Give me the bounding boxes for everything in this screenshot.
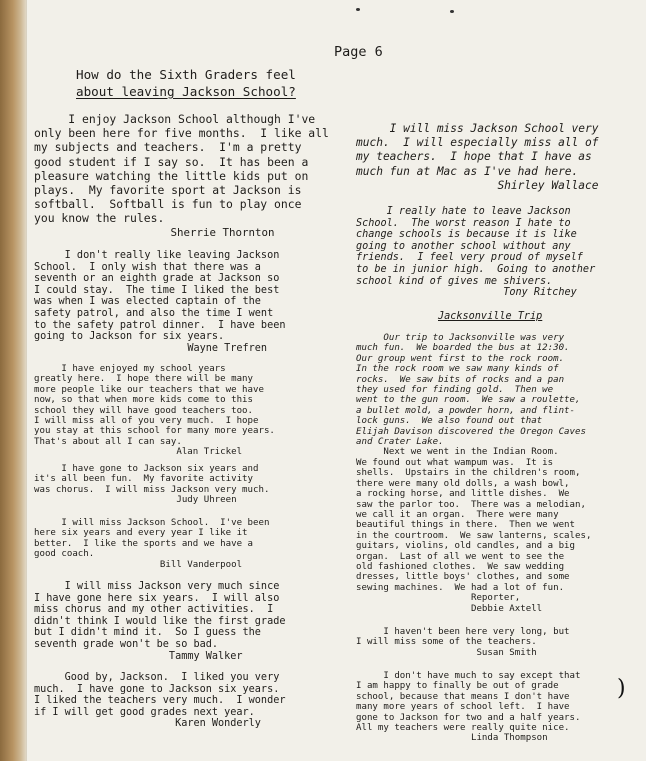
- letter-line: my teachers. I hope that I have as: [356, 150, 592, 164]
- letter-line: I will miss some of the teachers.: [356, 637, 537, 648]
- article-line: sewing machines. We had a lot of fun.: [356, 582, 565, 593]
- letter-tammy-walker: [34, 581, 285, 662]
- headline: [76, 66, 306, 100]
- letter-line: plays. My favorite sport at Jackson is: [34, 183, 302, 198]
- letter-line: didn't think I would like the first grade: [34, 615, 286, 627]
- letter-line: seventh grade won't be so bad.: [34, 638, 219, 650]
- letter-line: I have gone to Jackson six years and: [34, 464, 259, 474]
- letter-line: only been here for five months. I like all: [34, 126, 329, 141]
- letter-line: I will miss Jackson School very: [356, 122, 599, 135]
- letter-line: more people like our teachers that we have: [34, 384, 264, 395]
- letter-line: I don't have much to say except that: [356, 671, 581, 681]
- signature: Susan Smith: [356, 647, 537, 658]
- letter-line: was chorus. I will miss Jackson very much.: [34, 484, 270, 495]
- letter-line: I really hate to leave Jackson: [356, 206, 571, 217]
- letter-tony-ritchey: [356, 206, 595, 299]
- punch-mark: [356, 8, 360, 11]
- letter-line: much. I have gone to Jackson six years.: [34, 683, 280, 695]
- article-line: there were many old dolls, a wash bowl,: [356, 478, 570, 489]
- article-line: a rocking horse, and little dishes. We: [356, 489, 570, 500]
- article-line: a bullet mold, a powder horn, and flint-: [356, 405, 575, 416]
- letter-line: school, because that means I don't have: [356, 691, 570, 702]
- letter-line: you know the rules.: [34, 211, 165, 226]
- letter-line: I am happy to finally be out of grade: [356, 681, 559, 692]
- signature: Shirley Wallace: [356, 178, 599, 192]
- article-line: we call it an organ. There were many: [356, 509, 559, 520]
- signature: Debbie Axtell: [356, 603, 543, 614]
- article-jacksonville-trip: [356, 333, 591, 614]
- letter-linda-thompson: [356, 671, 580, 744]
- signature: Karen Wonderly: [34, 718, 261, 730]
- letter-line: good student if I say so. It has been a: [34, 154, 309, 169]
- letter-line: seventh or an eighth grade at Jackson so: [34, 273, 280, 285]
- letter-line: to be in junior high. Going to another: [356, 263, 596, 275]
- article-line: Elijah Davison discovered the Oregon Caves: [356, 426, 586, 437]
- article-line: saw the parlor too. There was a melodian,: [356, 499, 586, 510]
- signature: Wayne Trefren: [34, 342, 268, 354]
- letter-line: I have enjoyed my school years: [34, 364, 226, 374]
- letter-line: friends. I feel very proud of myself: [356, 252, 583, 264]
- article-line: Next we went in the Indian Room.: [356, 447, 559, 458]
- letter-line: safety patrol, and also the time I went: [34, 307, 274, 319]
- letter-line: gone to Jackson for two and a half years.: [356, 712, 581, 723]
- margin-mark: ): [617, 676, 626, 701]
- letter-line: going to Jackson for six years.: [34, 331, 225, 343]
- letter-line: to the safety patrol dinner. I have been: [34, 319, 286, 331]
- article-line: much fun. We boarded the bus at 12:30.: [356, 343, 570, 354]
- letter-line: now, so that when more kids come to this: [34, 395, 253, 406]
- letter-line: going to another school without any: [356, 240, 571, 252]
- letter-line: School. The worst reason I hate to: [356, 217, 571, 229]
- letter-line: here six years and every year I like it: [34, 528, 248, 539]
- letter-bill-vanderpool: [34, 518, 269, 570]
- letter-line: but I didn't mind it. So I guess the: [34, 627, 261, 639]
- signature: Judy Uhreen: [34, 495, 237, 506]
- signature: Bill Vanderpool: [34, 559, 243, 570]
- letter-line: school they will have good teachers too.: [34, 405, 253, 416]
- letter-line: my subjects and teachers. I'm a pretty: [34, 140, 302, 155]
- letter-line: you stay at this school for many more years.: [34, 426, 275, 437]
- article-line: organ. Last of all we went to see the: [356, 551, 565, 562]
- letter-line: I will miss Jackson very much since: [34, 581, 280, 592]
- letter-line: I liked the teachers very much. I wonder: [34, 695, 286, 707]
- letter-alan-trickel: [34, 364, 275, 458]
- article-line: rocks. We saw bits of rocks and a pan: [356, 374, 565, 385]
- letter-line: Good by, Jackson. I liked you very: [34, 672, 280, 683]
- letter-line: I enjoy Jackson School although I've: [34, 112, 316, 126]
- letter-line: miss chorus and my other activities. I: [34, 604, 274, 616]
- letter-line: softball. Softball is fun to play once: [34, 197, 302, 212]
- letter-line: many more years of school left. I have: [356, 702, 570, 713]
- signature: Tammy Walker: [34, 650, 243, 662]
- letter-line: I have gone here six years. I will also: [34, 592, 280, 604]
- article-line: in the courtroom. We saw lanterns, scales,: [356, 530, 592, 541]
- page-number: Page 6: [334, 44, 383, 60]
- letter-line: School. I only wish that there was a: [34, 261, 261, 273]
- letter-line: All my teachers were really quite nice.: [356, 723, 570, 734]
- article-line: In the rock room we saw many kinds of: [356, 364, 559, 375]
- letter-sherrie-thornton: [34, 112, 329, 240]
- signature: Alan Trickel: [34, 447, 243, 458]
- letter-wayne-trefren: [34, 250, 285, 354]
- article-line: they used for finding gold. Then we: [356, 385, 554, 396]
- letter-line: change schools is because it is like: [356, 229, 577, 241]
- letter-line: pleasure watching the little kids put on: [34, 168, 309, 183]
- article-line: We found out what wampum was. It is: [356, 457, 554, 468]
- article-line: Our group went first to the rock room.: [356, 353, 565, 364]
- article-line: and Crater Lake.: [356, 437, 444, 448]
- letter-line: I haven't been here very long, but: [356, 627, 570, 637]
- letter-line: better. I like the sports and we have a: [34, 538, 253, 549]
- signature: Linda Thompson: [356, 733, 548, 744]
- article-line: Our trip to Jacksonville was very: [356, 333, 565, 343]
- letter-line: I could stay. The time I liked the best: [34, 284, 280, 296]
- article-line: shells. Upstairs in the children's room,: [356, 468, 581, 479]
- punch-mark: [450, 10, 454, 13]
- letter-line: greatly here. I hope there will be many: [34, 374, 253, 385]
- headline-line-2: about leaving Jackson School?: [76, 84, 296, 99]
- headline-line-1: How do the Sixth Graders feel: [76, 67, 296, 82]
- article-line: beautiful things in there. Then we went: [356, 520, 575, 531]
- letter-line: good coach.: [34, 549, 95, 560]
- letter-karen-wonderly: [34, 672, 285, 730]
- letter-line: it's all been fun. My favorite activity: [34, 474, 253, 485]
- article-line: dresses, little boys' clothes, and some: [356, 572, 570, 583]
- article-line: went to the gun room. We saw a roulette,: [356, 395, 581, 406]
- letter-susan-smith: [356, 627, 570, 658]
- letter-line: much fun at Mac as I've had here.: [356, 164, 579, 178]
- letter-line: if I will get good grades next year.: [34, 706, 255, 718]
- letter-judy-uhreen: [34, 464, 269, 506]
- letter-line: was when I was elected captain of the: [34, 296, 261, 308]
- signature: Sherrie Thornton: [34, 225, 275, 239]
- article-line: lock guns. We also found out that: [356, 416, 543, 427]
- letter-line: I don't really like leaving Jackson: [34, 250, 280, 261]
- letter-shirley-wallace: [356, 122, 598, 193]
- jacksonville-trip-title: Jacksonville Trip: [438, 311, 543, 322]
- letter-line: I will miss all of you very much. I hope: [34, 416, 259, 427]
- letter-line: That's about all I can say.: [34, 436, 182, 447]
- letter-line: much. I will especially miss all of: [356, 136, 599, 150]
- article-line: guitars, violins, old candles, and a big: [356, 541, 575, 552]
- reporter-label: Reporter,: [356, 593, 521, 604]
- letter-line: school kind of gives me shivers.: [356, 275, 553, 287]
- signature: Tony Ritchey: [356, 287, 577, 299]
- article-line: old fashioned clothes. We saw wedding: [356, 561, 565, 572]
- letter-line: I will miss Jackson School. I've been: [34, 518, 270, 528]
